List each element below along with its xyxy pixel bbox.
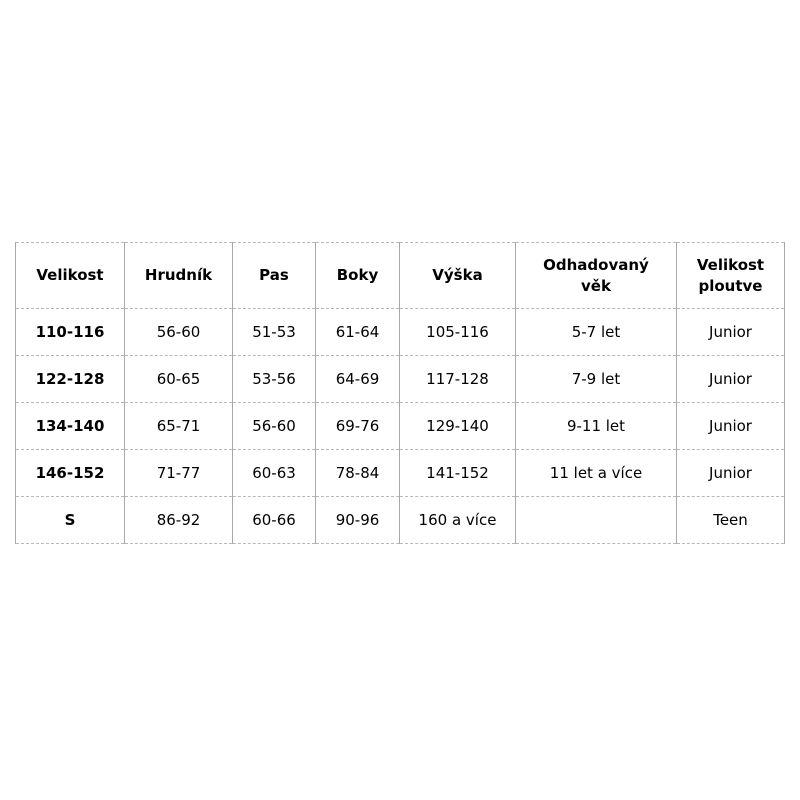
table-cell: 9-11 let [516, 403, 677, 450]
table-cell: 86-92 [125, 497, 233, 544]
table-cell: 56-60 [125, 309, 233, 356]
header-label: Odhadovaný věk [543, 256, 649, 295]
table-cell: 105-116 [400, 309, 516, 356]
header-label: Velikost ploutve [696, 256, 765, 295]
table-cell: 129-140 [400, 403, 516, 450]
header-label: Výška [432, 266, 483, 285]
header-cell [16, 243, 125, 309]
table-cell: S [16, 497, 125, 544]
header-cell [400, 243, 516, 309]
table-cell: 78-84 [316, 450, 400, 497]
table-cell: 64-69 [316, 356, 400, 403]
table-row [16, 403, 785, 450]
table-cell: 71-77 [125, 450, 233, 497]
table-cell: 141-152 [400, 450, 516, 497]
table-row [16, 497, 785, 544]
header-cell [677, 243, 785, 309]
table-row [16, 309, 785, 356]
header-label: Boky [336, 266, 379, 285]
header-label: Hrudník [144, 266, 213, 285]
header-label: Velikost [36, 266, 104, 285]
table-cell: 90-96 [316, 497, 400, 544]
table-cell: 160 a více [400, 497, 516, 544]
table-cell: 69-76 [316, 403, 400, 450]
table-cell: 61-64 [316, 309, 400, 356]
table-cell: 60-65 [125, 356, 233, 403]
header-cell [316, 243, 400, 309]
size-chart-table [15, 242, 785, 544]
table-cell: 11 let a více [516, 450, 677, 497]
table-cell: 60-66 [233, 497, 316, 544]
table-cell: 51-53 [233, 309, 316, 356]
size-chart-body [16, 309, 785, 544]
table-cell: Teen [677, 497, 785, 544]
header-cell [125, 243, 233, 309]
header-cell [233, 243, 316, 309]
table-cell: 146-152 [16, 450, 125, 497]
table-cell: 56-60 [233, 403, 316, 450]
header-cell [516, 243, 677, 309]
table-cell: 122-128 [16, 356, 125, 403]
table-row [16, 356, 785, 403]
table-cell: Junior [677, 450, 785, 497]
table-cell: Junior [677, 309, 785, 356]
table-cell: 117-128 [400, 356, 516, 403]
table-cell: Junior [677, 356, 785, 403]
table-cell: 134-140 [16, 403, 125, 450]
table-cell: 7-9 let [516, 356, 677, 403]
table-cell: 110-116 [16, 309, 125, 356]
table-cell [516, 497, 677, 544]
table-cell: 5-7 let [516, 309, 677, 356]
table-cell: 60-63 [233, 450, 316, 497]
size-chart-header-row [16, 243, 785, 309]
table-cell: 53-56 [233, 356, 316, 403]
table-row [16, 450, 785, 497]
table-cell: 65-71 [125, 403, 233, 450]
table-cell: Junior [677, 403, 785, 450]
header-label: Pas [259, 266, 289, 285]
